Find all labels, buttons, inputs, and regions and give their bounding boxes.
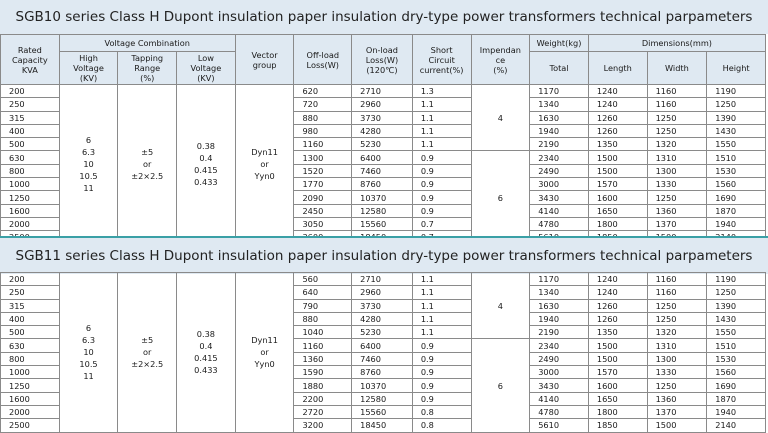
capacity-cell: 250 xyxy=(1,98,60,111)
short-circuit-cell: 1.1 xyxy=(412,326,471,339)
length-cell: 1260 xyxy=(588,312,647,325)
width-cell: 1250 xyxy=(647,379,707,392)
length-cell: 1650 xyxy=(588,392,647,405)
offload-loss-cell: 2090 xyxy=(294,191,352,204)
dimensions-header: Dimensions(mm) xyxy=(588,35,765,52)
onload-loss-cell: 6400 xyxy=(352,151,413,164)
onload-loss-cell: 7460 xyxy=(352,352,413,365)
onload-loss-cell: 15560 xyxy=(352,217,413,230)
total-weight-cell: 4780 xyxy=(530,405,589,418)
offload-loss-header: Off-load Loss(W) xyxy=(294,35,352,85)
onload-loss-cell: 2960 xyxy=(352,286,413,299)
length-cell: 1570 xyxy=(588,178,647,191)
tapping-range-cell: ±5 or ±2×2.5 xyxy=(118,85,177,245)
total-weight-cell: 4140 xyxy=(530,204,589,217)
length-cell: 1260 xyxy=(588,111,647,124)
capacity-cell: 1250 xyxy=(1,191,60,204)
total-weight-cell: 1170 xyxy=(530,85,589,98)
short-circuit-cell: 0.9 xyxy=(412,164,471,177)
total-weight-cell: 2490 xyxy=(530,352,589,365)
width-cell: 1160 xyxy=(647,85,707,98)
height-cell: 1250 xyxy=(707,98,766,111)
width-cell: 1370 xyxy=(647,217,707,230)
offload-loss-cell: 1520 xyxy=(294,164,352,177)
capacity-cell: 2500 xyxy=(1,419,60,432)
high-voltage-cell: 6 6.3 10 10.5 11 xyxy=(59,85,118,245)
total-weight-cell: 1940 xyxy=(530,124,589,137)
onload-loss-cell: 6400 xyxy=(352,339,413,352)
short-circuit-cell: 0.9 xyxy=(412,339,471,352)
onload-loss-cell: 18450 xyxy=(352,419,413,432)
offload-loss-cell: 620 xyxy=(294,85,352,98)
capacity-cell: 200 xyxy=(1,273,60,286)
width-cell: 1310 xyxy=(647,339,707,352)
high-voltage-header: High Voltage (KV) xyxy=(59,52,118,85)
impedance-cell: 4 xyxy=(471,85,530,151)
width-cell: 1250 xyxy=(647,191,707,204)
voltage-combination-header: Voltage Combination xyxy=(59,35,235,52)
rated-capacity-header: Rated Capacity KVA xyxy=(1,35,60,85)
total-weight-cell: 4780 xyxy=(530,217,589,230)
length-cell: 1500 xyxy=(588,339,647,352)
capacity-cell: 1600 xyxy=(1,392,60,405)
height-cell: 1390 xyxy=(707,111,766,124)
onload-loss-cell: 12580 xyxy=(352,392,413,405)
offload-loss-cell: 790 xyxy=(294,299,352,312)
length-cell: 1260 xyxy=(588,124,647,137)
capacity-cell: 630 xyxy=(1,339,60,352)
height-cell: 1510 xyxy=(707,339,766,352)
length-cell: 1240 xyxy=(588,286,647,299)
total-weight-cell: 2490 xyxy=(530,164,589,177)
short-circuit-cell: 0.9 xyxy=(412,352,471,365)
onload-loss-header: On-load Loss(W) (120℃) xyxy=(352,35,413,85)
onload-loss-cell: 3730 xyxy=(352,111,413,124)
capacity-cell: 315 xyxy=(1,299,60,312)
short-circuit-cell: 0.9 xyxy=(412,379,471,392)
height-cell: 1430 xyxy=(707,124,766,137)
total-weight-cell: 3430 xyxy=(530,191,589,204)
length-cell: 1570 xyxy=(588,366,647,379)
width-cell: 1160 xyxy=(647,98,707,111)
width-cell: 1250 xyxy=(647,111,707,124)
length-cell: 1600 xyxy=(588,379,647,392)
onload-loss-cell: 12580 xyxy=(352,204,413,217)
length-cell: 1800 xyxy=(588,405,647,418)
length-cell: 1350 xyxy=(588,326,647,339)
offload-loss-cell: 1590 xyxy=(294,366,352,379)
table1-body xyxy=(1,85,766,245)
onload-loss-cell: 8760 xyxy=(352,366,413,379)
total-weight-cell: 1340 xyxy=(530,286,589,299)
length-cell: 1240 xyxy=(588,98,647,111)
height-cell: 1550 xyxy=(707,138,766,151)
total-weight-cell: 3000 xyxy=(530,178,589,191)
height-cell: 1550 xyxy=(707,326,766,339)
offload-loss-cell: 1160 xyxy=(294,138,352,151)
short-circuit-cell: 1.3 xyxy=(412,85,471,98)
total-weight-cell: 4140 xyxy=(530,392,589,405)
offload-loss-cell: 980 xyxy=(294,124,352,137)
low-voltage-header: Low Voltage (KV) xyxy=(177,52,236,85)
total-weight-cell: 1940 xyxy=(530,312,589,325)
capacity-cell: 2000 xyxy=(1,217,60,230)
onload-loss-cell: 10370 xyxy=(352,191,413,204)
width-header: Width xyxy=(647,52,707,85)
short-circuit-cell: 0.9 xyxy=(412,151,471,164)
offload-loss-cell: 880 xyxy=(294,111,352,124)
width-cell: 1330 xyxy=(647,178,707,191)
offload-loss-cell: 1360 xyxy=(294,352,352,365)
sgb10-spec-table xyxy=(0,34,766,245)
length-cell: 1500 xyxy=(588,164,647,177)
short-circuit-cell: 1.1 xyxy=(412,124,471,137)
offload-loss-cell: 1300 xyxy=(294,151,352,164)
tapping-range-cell: ±5 or ±2×2.5 xyxy=(118,273,177,433)
length-cell: 1240 xyxy=(588,273,647,286)
onload-loss-cell: 2710 xyxy=(352,273,413,286)
width-cell: 1160 xyxy=(647,273,707,286)
height-cell: 1250 xyxy=(707,286,766,299)
total-weight-cell: 5610 xyxy=(530,419,589,432)
total-weight-cell: 2190 xyxy=(530,326,589,339)
height-cell: 1190 xyxy=(707,273,766,286)
vector-group-cell: Dyn11 or Yyn0 xyxy=(235,85,294,245)
impedance-cell: 6 xyxy=(471,151,530,244)
offload-loss-cell: 2720 xyxy=(294,405,352,418)
onload-loss-cell: 4280 xyxy=(352,312,413,325)
capacity-cell: 1600 xyxy=(1,204,60,217)
table1-title: SGB10 series Class H Dupont insulation paper insulation dry-type power transformers technical parpameters xyxy=(0,0,768,34)
short-circuit-cell: 1.1 xyxy=(412,312,471,325)
offload-loss-cell: 1770 xyxy=(294,178,352,191)
height-cell: 1190 xyxy=(707,85,766,98)
offload-loss-cell: 1040 xyxy=(294,326,352,339)
short-circuit-cell: 0.8 xyxy=(412,405,471,418)
low-voltage-cell: 0.38 0.4 0.415 0.433 xyxy=(177,273,236,433)
capacity-cell: 1000 xyxy=(1,366,60,379)
height-cell: 1870 xyxy=(707,392,766,405)
offload-loss-cell: 560 xyxy=(294,273,352,286)
total-weight-cell: 1630 xyxy=(530,111,589,124)
height-cell: 1940 xyxy=(707,405,766,418)
sgb11-spec-table xyxy=(0,272,766,433)
onload-loss-cell: 10370 xyxy=(352,379,413,392)
length-cell: 1650 xyxy=(588,204,647,217)
total-weight-cell: 2190 xyxy=(530,138,589,151)
total-weight-cell: 1630 xyxy=(530,299,589,312)
total-weight-cell: 2340 xyxy=(530,151,589,164)
width-cell: 1300 xyxy=(647,352,707,365)
table-row xyxy=(1,85,766,98)
onload-loss-cell: 4280 xyxy=(352,124,413,137)
length-cell: 1350 xyxy=(588,138,647,151)
capacity-cell: 630 xyxy=(1,151,60,164)
short-circuit-cell: 1.1 xyxy=(412,98,471,111)
offload-loss-cell: 1880 xyxy=(294,379,352,392)
impedance-cell: 4 xyxy=(471,273,530,339)
onload-loss-cell: 5230 xyxy=(352,138,413,151)
height-cell: 1510 xyxy=(707,151,766,164)
length-cell: 1600 xyxy=(588,191,647,204)
width-cell: 1370 xyxy=(647,405,707,418)
offload-loss-cell: 1160 xyxy=(294,339,352,352)
impedance-header: Impendan ce (%) xyxy=(471,35,530,85)
length-cell: 1800 xyxy=(588,217,647,230)
table1-header xyxy=(1,35,766,85)
offload-loss-cell: 880 xyxy=(294,312,352,325)
high-voltage-cell: 6 6.3 10 10.5 11 xyxy=(59,273,118,433)
capacity-cell: 500 xyxy=(1,326,60,339)
capacity-cell: 200 xyxy=(1,85,60,98)
width-cell: 1250 xyxy=(647,124,707,137)
width-cell: 1160 xyxy=(647,286,707,299)
short-circuit-cell: 0.9 xyxy=(412,204,471,217)
table2-title: SGB11 series Class H Dupont insulation paper insulation dry-type power transformers technical parpameters xyxy=(0,236,768,274)
onload-loss-cell: 2710 xyxy=(352,85,413,98)
total-weight-cell: 1340 xyxy=(530,98,589,111)
offload-loss-cell: 3050 xyxy=(294,217,352,230)
capacity-cell: 315 xyxy=(1,111,60,124)
height-cell: 1390 xyxy=(707,299,766,312)
width-cell: 1250 xyxy=(647,299,707,312)
capacity-cell: 400 xyxy=(1,312,60,325)
offload-loss-cell: 720 xyxy=(294,98,352,111)
capacity-cell: 2000 xyxy=(1,405,60,418)
table-row xyxy=(1,273,766,286)
short-circuit-header: Short Circuit current(%) xyxy=(412,35,471,85)
offload-loss-cell: 3200 xyxy=(294,419,352,432)
short-circuit-cell: 0.8 xyxy=(412,419,471,432)
height-cell: 1560 xyxy=(707,178,766,191)
height-cell: 1690 xyxy=(707,191,766,204)
height-cell: 2140 xyxy=(707,419,766,432)
short-circuit-cell: 0.9 xyxy=(412,392,471,405)
width-cell: 1310 xyxy=(647,151,707,164)
total-weight-cell: 3430 xyxy=(530,379,589,392)
offload-loss-cell: 2450 xyxy=(294,204,352,217)
capacity-cell: 1000 xyxy=(1,178,60,191)
short-circuit-cell: 0.9 xyxy=(412,191,471,204)
short-circuit-cell: 0.9 xyxy=(412,366,471,379)
height-cell: 1530 xyxy=(707,352,766,365)
short-circuit-cell: 1.1 xyxy=(412,138,471,151)
width-cell: 1360 xyxy=(647,204,707,217)
capacity-cell: 250 xyxy=(1,286,60,299)
table2-body xyxy=(1,273,766,433)
onload-loss-cell: 3730 xyxy=(352,299,413,312)
short-circuit-cell: 0.9 xyxy=(412,178,471,191)
length-cell: 1850 xyxy=(588,419,647,432)
width-cell: 1320 xyxy=(647,138,707,151)
width-cell: 1360 xyxy=(647,392,707,405)
tapping-range-header: Tapping Range (%) xyxy=(118,52,177,85)
offload-loss-cell: 640 xyxy=(294,286,352,299)
capacity-cell: 1250 xyxy=(1,379,60,392)
onload-loss-cell: 15560 xyxy=(352,405,413,418)
capacity-cell: 800 xyxy=(1,352,60,365)
short-circuit-cell: 0.7 xyxy=(412,217,471,230)
short-circuit-cell: 1.1 xyxy=(412,273,471,286)
onload-loss-cell: 8760 xyxy=(352,178,413,191)
height-cell: 1530 xyxy=(707,164,766,177)
length-cell: 1500 xyxy=(588,151,647,164)
capacity-cell: 800 xyxy=(1,164,60,177)
height-cell: 1870 xyxy=(707,204,766,217)
length-cell: 1260 xyxy=(588,299,647,312)
width-cell: 1330 xyxy=(647,366,707,379)
offload-loss-cell: 2200 xyxy=(294,392,352,405)
height-header: Height xyxy=(707,52,766,85)
onload-loss-cell: 5230 xyxy=(352,326,413,339)
height-cell: 1560 xyxy=(707,366,766,379)
capacity-cell: 400 xyxy=(1,124,60,137)
length-header: Length xyxy=(588,52,647,85)
width-cell: 1500 xyxy=(647,419,707,432)
total-weight-cell: 1170 xyxy=(530,273,589,286)
vector-group-cell: Dyn11 or Yyn0 xyxy=(235,273,294,433)
width-cell: 1320 xyxy=(647,326,707,339)
height-cell: 1690 xyxy=(707,379,766,392)
short-circuit-cell: 1.1 xyxy=(412,299,471,312)
onload-loss-cell: 2960 xyxy=(352,98,413,111)
low-voltage-cell: 0.38 0.4 0.415 0.433 xyxy=(177,85,236,245)
short-circuit-cell: 1.1 xyxy=(412,111,471,124)
capacity-cell: 500 xyxy=(1,138,60,151)
vector-group-header: Vector group xyxy=(235,35,294,85)
short-circuit-cell: 1.1 xyxy=(412,286,471,299)
total-weight-cell: 2340 xyxy=(530,339,589,352)
length-cell: 1240 xyxy=(588,85,647,98)
height-cell: 1430 xyxy=(707,312,766,325)
height-cell: 1940 xyxy=(707,217,766,230)
total-weight-header: Total xyxy=(530,52,589,85)
length-cell: 1500 xyxy=(588,352,647,365)
width-cell: 1300 xyxy=(647,164,707,177)
total-weight-cell: 3000 xyxy=(530,366,589,379)
weight-header: Weight(kg) xyxy=(530,35,589,52)
impedance-cell: 6 xyxy=(471,339,530,432)
width-cell: 1250 xyxy=(647,312,707,325)
onload-loss-cell: 7460 xyxy=(352,164,413,177)
